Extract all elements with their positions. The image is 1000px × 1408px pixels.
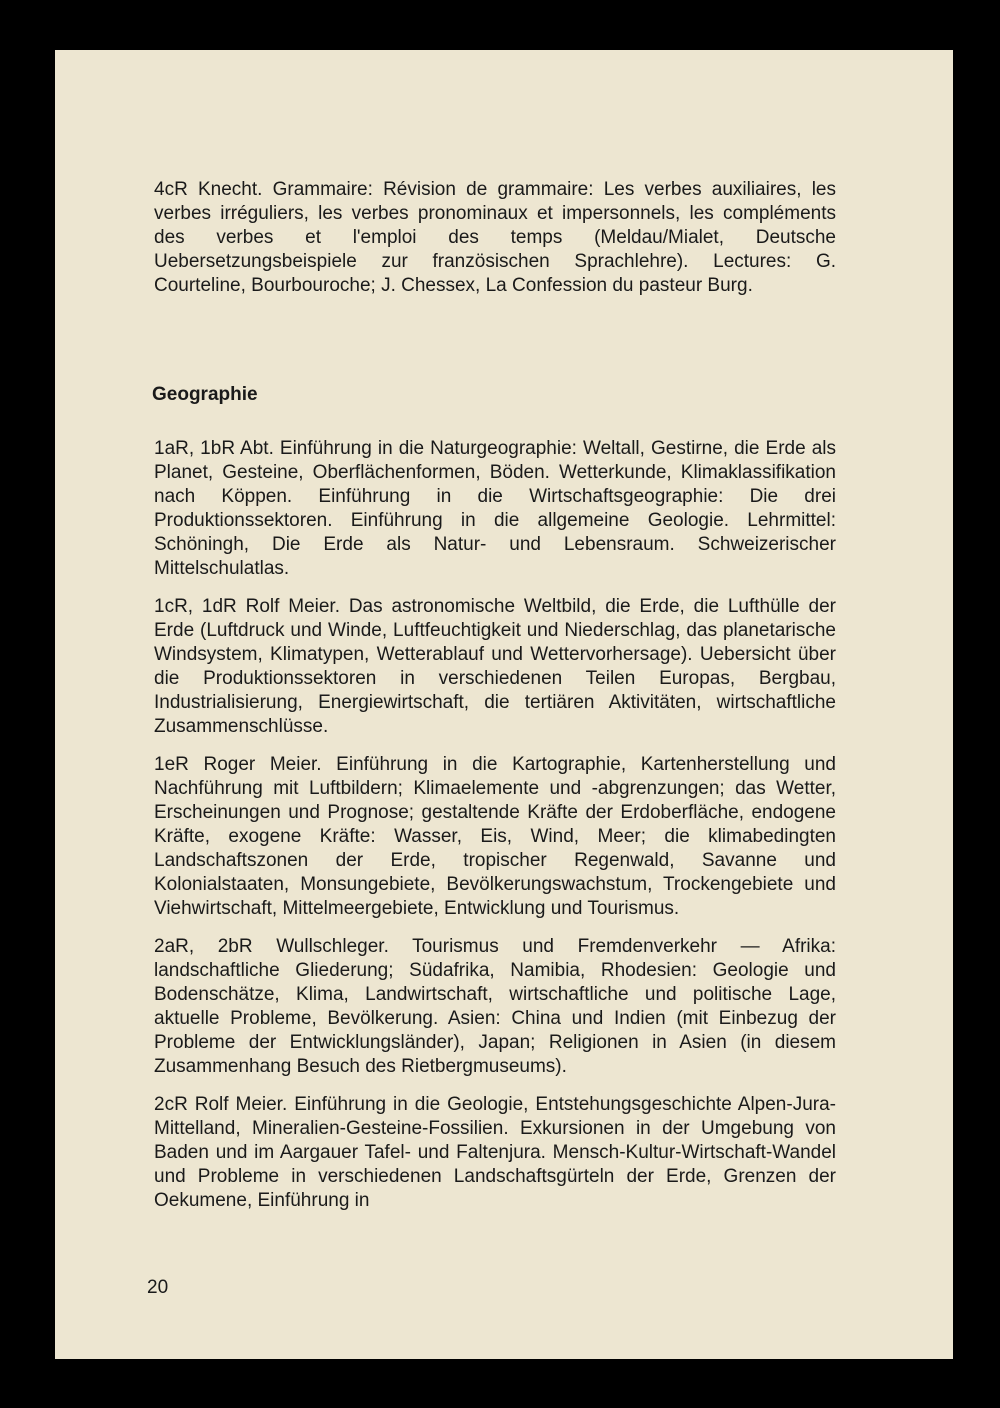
paragraph-1er: 1eR Roger Meier. Einführung in die Kartographie, Kartenherstellung und Nachführung mit Luftbildern; Klimaelemente und -abgrenzungen; das Wetter, Erscheinungen und Prognose; gestaltende Kräfte der Erdoberfläche, endogene Kräfte, exogene Kräfte: Wasser, Eis, Wind, Meer; die klimabedingten Landschaftszonen der Erde, tropischer Regenwald, Savanne und Kolonialstaaten, Monsungebiete, Bevölkerungswachstum, Trockengebiete und Viehwirtschaft, Mittelmeergebiete, Entwicklung und Tourismus.	[154, 754, 836, 919]
geographie-section	[154, 437, 836, 1213]
page-number: 20	[147, 1277, 169, 1298]
paragraph-1ar-1br: 1aR, 1bR Abt. Einführung in die Naturgeographie: Weltall, Gestirne, die Erde als Planet, Gesteine, Oberflächenformen, Böden. Wetterkunde, Klimaklassifikation nach Köppen. Einführung in die Wirtschaftsgeographie: Die drei Produktionssektoren. Einführung in die allgemeine Geologie. Lehrmittel: Schöningh, Die Erde als Natur- und Lebensraum. Schweizerischer Mittelschulatlas.	[154, 438, 836, 579]
paragraph-french-grammar: 4cR Knecht. Grammaire: Révision de grammaire: Les verbes auxiliaires, les verbes irréguliers, les verbes pronominaux et impersonnels, les compléments des verbes et l'emploi des temps (Meldau/Mialet, Deutsche Uebersetzungsbeispiele zur französischen Sprachlehre). Lectures: G. Courteline, Bourbouroche; J. Chessex, La Confession du pasteur Burg.	[154, 179, 836, 296]
intro-block	[154, 178, 836, 298]
paragraph-2ar-2br: 2aR, 2bR Wullschleger. Tourismus und Fremdenverkehr — Afrika: landschaftliche Gliederung; Südafrika, Namibia, Rhodesien: Geologie und Bodenschätze, Klima, Landwirtschaft, wirtschaftliche und politische Lage, aktuelle Probleme, Bevölkerung. Asien: China und Indien (mit Einbezug der Probleme der Entwicklungsländer), Japan; Religionen in Asien (in diesem Zusammenhang Besuch des Rietbergmuseums).	[154, 936, 836, 1077]
section-heading-geographie: Geographie	[152, 384, 258, 405]
document-page	[55, 50, 953, 1359]
paragraph-1cr-1dr: 1cR, 1dR Rolf Meier. Das astronomische Weltbild, die Erde, die Lufthülle der Erde (Luftdruck und Winde, Luftfeuchtigkeit und Niederschlag, das planetarische Windsystem, Klimatypen, Wetterablauf und Wettervorhersage). Uebersicht über die Produktionssektoren in verschiedenen Teilen Europas, Bergbau, Industrialisierung, Energiewirtschaft, die tertiären Aktivitäten, wirtschaftliche Zusammenschlüsse.	[154, 596, 836, 737]
paragraph-2cr: 2cR Rolf Meier. Einführung in die Geologie, Entstehungsgeschichte Alpen-Jura-Mittelland, Mineralien-Gesteine-Fossilien. Exkursionen in der Umgebung von Baden und im Aargauer Tafel- und Faltenjura. Mensch-Kultur-Wirtschaft-Wandel und Probleme in verschiedenen Landschaftsgürteln der Erde, Grenzen der Oekumene, Einführung in	[154, 1094, 836, 1211]
